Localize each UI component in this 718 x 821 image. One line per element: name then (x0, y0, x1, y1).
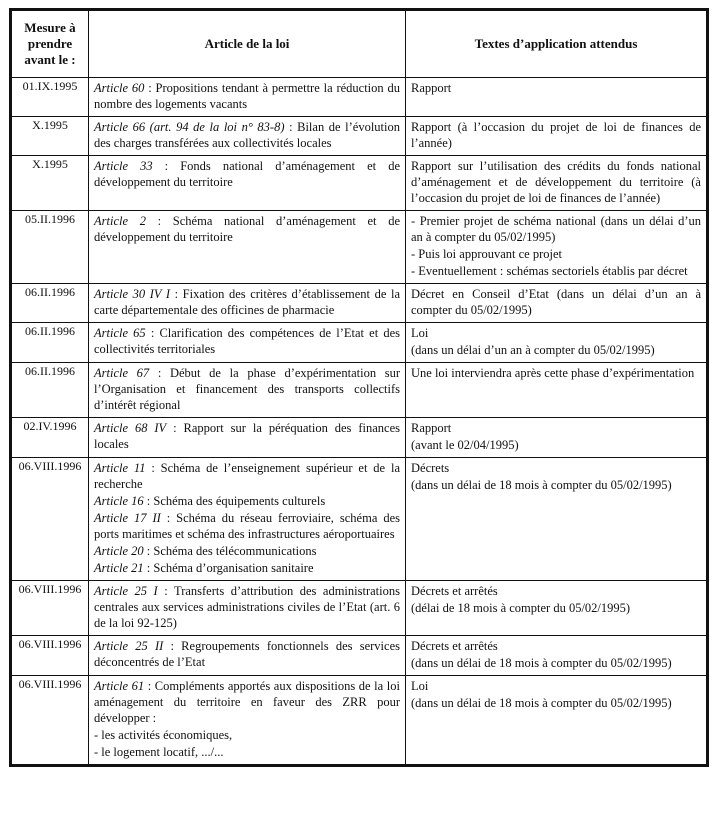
table-row (11, 323, 708, 363)
textes-cell (406, 156, 708, 211)
article-number: Article 11 (94, 461, 146, 475)
article-paragraph: Article 66 (art. 94 de la loi n° 83-8) : Bilan de l’évolution des charges transférées aux collectivités locales (94, 120, 400, 150)
textes-paragraph: (dans un délai de 18 mois à compter du 05/02/1995) (411, 478, 672, 492)
article-number: Article 67 (94, 366, 150, 380)
date-cell: 05.II.1996 (11, 211, 89, 284)
article-cell (89, 458, 406, 581)
textes-cell (406, 581, 708, 636)
article-paragraph: Article 25 II : Regroupements fonctionnels des services déconcentrés de l’Etat (94, 639, 400, 669)
textes-paragraph: Décrets et arrêtés (411, 584, 498, 598)
table-row (11, 78, 708, 117)
article-paragraph: Article 30 IV I : Fixation des critères d’établissement de la carte départementale des officines de pharmacie (94, 287, 401, 317)
article-paragraph: Article 61 : Compléments apportés aux dispositions de la loi aménagement du territoire en faveur des ZRR pour développer : (94, 679, 401, 725)
textes-paragraph: - Puis loi approuvant ce projet (411, 247, 563, 261)
textes-paragraph: - Premier projet de schéma national (dans un délai d’un an à compter du 05/02/1995) (411, 214, 701, 244)
table-header (11, 10, 708, 78)
table-row (11, 117, 708, 156)
textes-paragraph: (dans un délai de 18 mois à compter du 05/02/1995) (411, 656, 672, 670)
article-paragraph: - les activités économiques, (94, 728, 233, 742)
article-number: Article 60 (94, 81, 145, 95)
article-number: Article 66 (art. 94 de la loi n° 83-8) (94, 120, 285, 134)
header-article-de-la-loi: Article de la loi (89, 10, 406, 78)
textes-cell (406, 211, 708, 284)
article-cell (89, 323, 406, 363)
article-paragraph: Article 67 : Début de la phase d’expérimentation sur l’Organisation et financement des transports collectifs d’intérêt régional (94, 366, 401, 412)
table-row (11, 418, 708, 458)
article-paragraph: Article 60 : Propositions tendant à permettre la réduction du nombre des logements vacants (94, 81, 400, 111)
law-application-table (9, 8, 709, 767)
article-cell (89, 78, 406, 117)
article-cell (89, 418, 406, 458)
article-number: Article 16 (94, 494, 144, 508)
header-mesure-a-prendre: Mesure à prendre avant le : (11, 10, 89, 78)
article-number: Article 68 IV (94, 421, 167, 435)
textes-paragraph: Décrets (411, 461, 450, 475)
textes-cell (406, 284, 708, 323)
article-paragraph: Article 11 : Schéma de l’enseignement supérieur et de la recherche (94, 461, 400, 491)
article-paragraph: Article 68 IV : Rapport sur la péréquation des finances locales (94, 421, 400, 451)
article-paragraph: Article 16 : Schéma des équipements culturels (94, 494, 326, 508)
textes-paragraph: (délai de 18 mois à compter du 05/02/1995) (411, 601, 631, 615)
textes-cell (406, 458, 708, 581)
textes-paragraph: Rapport (411, 421, 452, 435)
article-cell (89, 284, 406, 323)
textes-paragraph: Rapport (411, 81, 452, 95)
textes-cell (406, 676, 708, 766)
date-cell: 06.II.1996 (11, 284, 89, 323)
textes-paragraph: Décret en Conseil d’Etat (dans un délai d’un an à compter du 05/02/1995) (411, 287, 701, 317)
date-cell: 06.VIII.1996 (11, 458, 89, 581)
article-cell (89, 363, 406, 418)
textes-paragraph: Une loi interviendra après cette phase d’expérimentation (411, 366, 695, 380)
textes-cell (406, 78, 708, 117)
article-paragraph: Article 65 : Clarification des compétences de l’Etat et des collectivités territoriales (94, 326, 400, 356)
textes-cell (406, 636, 708, 676)
textes-paragraph: Loi (411, 326, 429, 340)
textes-paragraph: Rapport (à l’occasion du projet de loi de finances de l’année) (411, 120, 701, 150)
header-textes-application: Textes d’application attendus (406, 10, 708, 78)
article-number: Article 21 (94, 561, 144, 575)
header-row (11, 10, 708, 78)
table-row (11, 284, 708, 323)
textes-paragraph: (avant le 02/04/1995) (411, 438, 519, 452)
date-cell: X.1995 (11, 156, 89, 211)
article-number: Article 61 (94, 679, 145, 693)
scanned-document-page (9, 8, 709, 767)
table-row (11, 581, 708, 636)
article-number: Article 30 IV I (94, 287, 171, 301)
article-number: Article 17 II (94, 511, 161, 525)
date-cell: 06.II.1996 (11, 363, 89, 418)
article-cell (89, 156, 406, 211)
table-row (11, 636, 708, 676)
article-cell (89, 636, 406, 676)
textes-paragraph: Décrets et arrêtés (411, 639, 498, 653)
textes-paragraph: (dans un délai de 18 mois à compter du 05/02/1995) (411, 696, 672, 710)
date-cell: 06.VIII.1996 (11, 636, 89, 676)
textes-paragraph: - Eventuellement : schémas sectoriels établis par décret (411, 264, 688, 278)
article-paragraph: Article 21 : Schéma d’organisation sanitaire (94, 561, 314, 575)
article-number: Article 65 (94, 326, 146, 340)
date-cell: X.1995 (11, 117, 89, 156)
article-number: Article 20 (94, 544, 144, 558)
article-paragraph: Article 33 : Fonds national d’aménagement et de développement du territoire (94, 159, 400, 189)
date-cell: 06.VIII.1996 (11, 676, 89, 766)
table-row (11, 458, 708, 581)
date-cell: 06.VIII.1996 (11, 581, 89, 636)
article-paragraph: Article 25 I : Transferts d’attribution des administrations centrales aux services administrations civiles de l’Etat (art. 6 de la loi 92-125) (94, 584, 400, 630)
table-row (11, 211, 708, 284)
date-cell: 01.IX.1995 (11, 78, 89, 117)
table-row (11, 676, 708, 766)
textes-cell (406, 418, 708, 458)
textes-cell (406, 323, 708, 363)
article-number: Article 2 (94, 214, 146, 228)
article-cell (89, 676, 406, 766)
table-row (11, 156, 708, 211)
textes-paragraph: (dans un délai d’un an à compter du 05/02/1995) (411, 343, 655, 357)
date-cell: 06.II.1996 (11, 323, 89, 363)
textes-cell (406, 363, 708, 418)
article-cell (89, 581, 406, 636)
article-number: Article 25 II (94, 639, 164, 653)
article-cell (89, 211, 406, 284)
textes-paragraph: Rapport sur l’utilisation des crédits du fonds national d’aménagement et de développement du territoire (à l’occasion du projet de loi de finances de l’année) (411, 159, 701, 205)
article-paragraph: Article 20 : Schéma des télécommunications (94, 544, 317, 558)
textes-paragraph: Loi (411, 679, 429, 693)
article-number: Article 33 (94, 159, 153, 173)
table-row (11, 363, 708, 418)
article-paragraph: Article 17 II : Schéma du réseau ferroviaire, schéma des ports maritimes et schéma des infrastructures aéroportuaires (94, 511, 400, 541)
article-cell (89, 117, 406, 156)
table-body (11, 78, 708, 766)
date-cell: 02.IV.1996 (11, 418, 89, 458)
article-paragraph: Article 2 : Schéma national d’aménagement et de développement du territoire (94, 214, 400, 244)
article-paragraph: - le logement locatif, .../... (94, 745, 224, 759)
article-number: Article 25 I (94, 584, 158, 598)
textes-cell (406, 117, 708, 156)
